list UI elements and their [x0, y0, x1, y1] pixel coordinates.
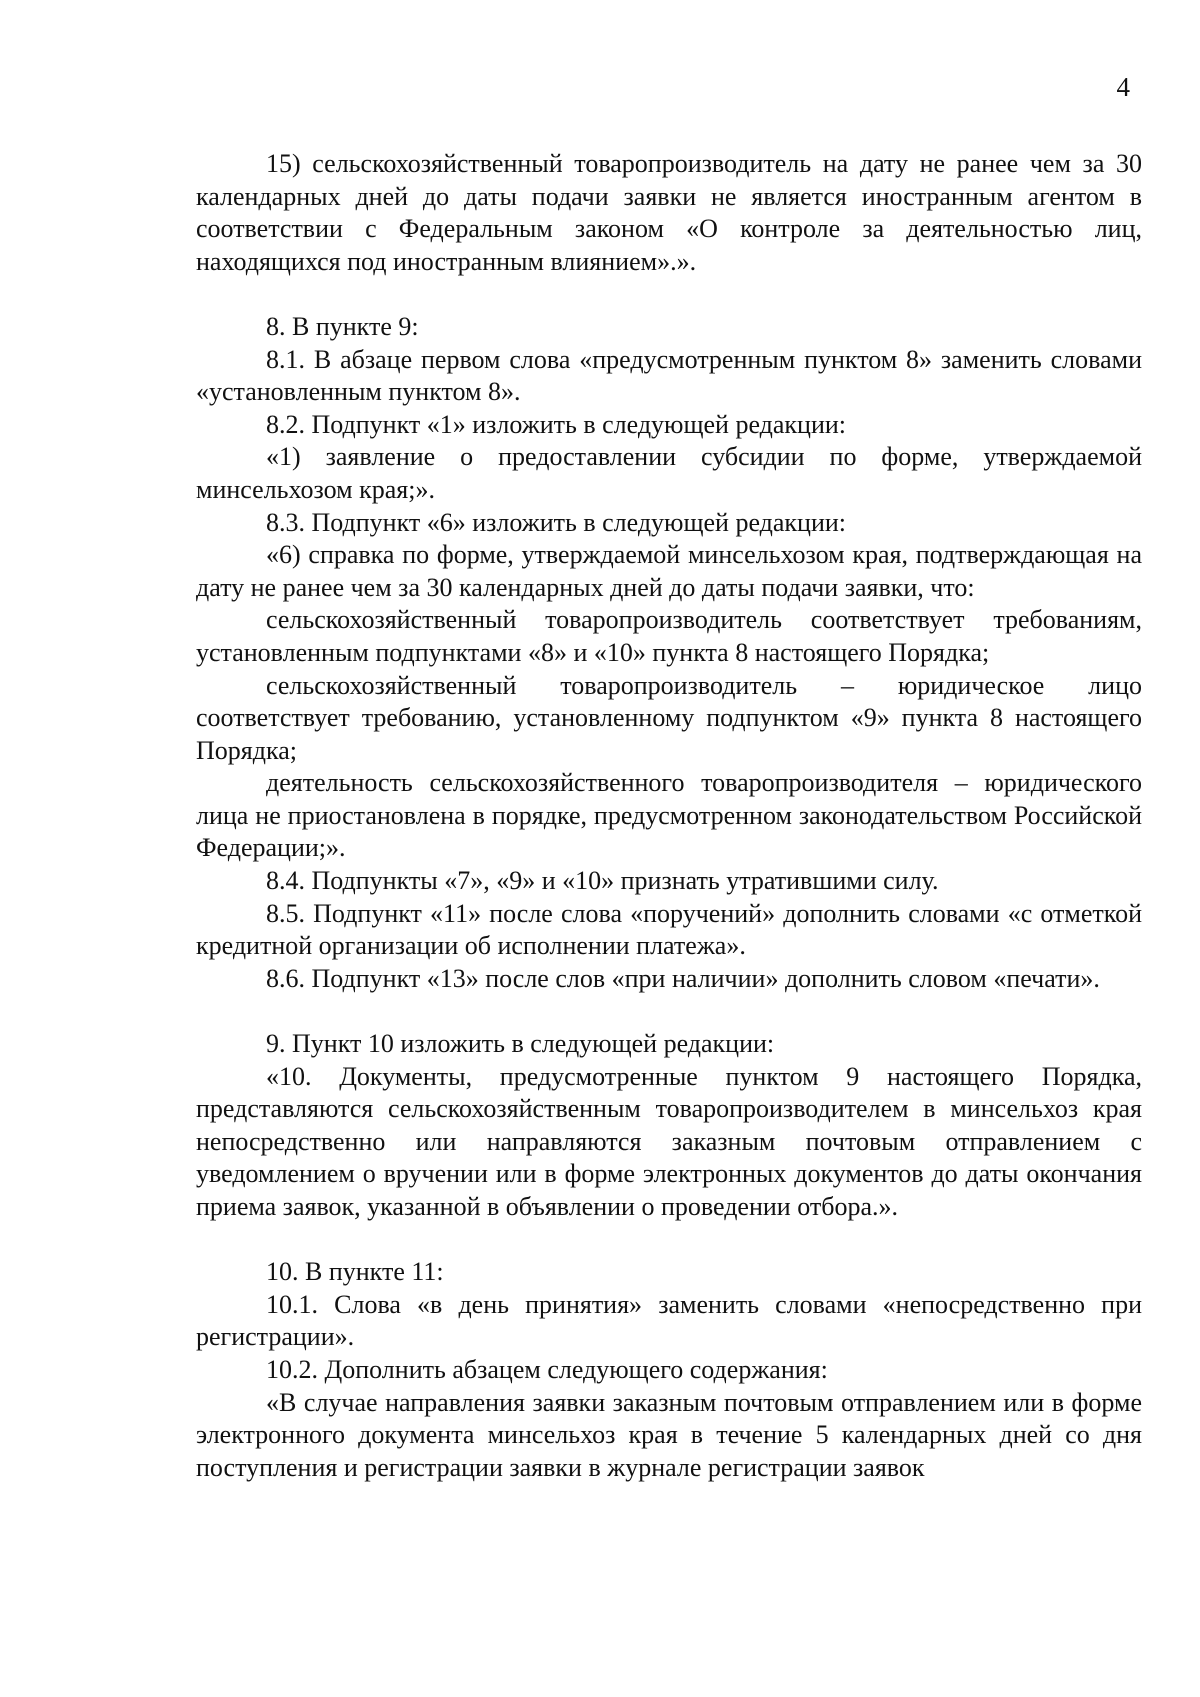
paragraph-8-6: 8.6. Подпункт «13» после слов «при наличии» дополнить словом «печати».: [266, 963, 1100, 993]
paragraph-8-3-item-2: сельскохозяйственный товаропроизводитель – юридическое лицо соответствует требованию, установленному подпунктом «9» пункта 8 настоящего Порядка;: [196, 670, 1142, 765]
paragraph-8-3-item-1: сельскохозяйственный товаропроизводитель соответствует требованиям, установленным подпунктами «8» и «10» пункта 8 настоящего Порядка;: [196, 605, 1142, 667]
paragraph-8-3-item-3: деятельность сельскохозяйственного товаропроизводителя – юридического лица не приостановлена в порядке, предусмотренном законодательством Российской Федерации;».: [196, 768, 1142, 863]
paragraph-8-3: 8.3. Подпункт «6» изложить в следующей редакции:: [266, 507, 847, 537]
paragraph-8-4: 8.4. Подпункты «7», «9» и «10» признать утратившими силу.: [266, 866, 939, 896]
paragraph-9-text: «10. Документы, предусмотренные пунктом 9 настоящего Порядка, представляются сельскохозяйственным товаропроизводителем в минсельхоз края непосредственно или направляются заказным почтовым отправлением с уведомлением о вручении или в форме электронных документов до даты окончания приема заявок, указанной в объявлении о проведении отбора.».: [196, 1061, 1142, 1221]
paragraph-9-heading: 9. Пункт 10 изложить в следующей редакции:: [266, 1029, 775, 1059]
paragraph-8-2-text: «1) заявление о предоставлении субсидии по форме, утверждаемой минсельхозом края;».: [196, 442, 1142, 504]
paragraph-10-2-text: «В случае направления заявки заказным почтовым отправлением или в форме электронного документа минсельхоз края в течение 5 календарных дней со дня поступления и регистрации заявки в журнале регистрации заявок: [196, 1387, 1142, 1482]
paragraph-8-1: 8.1. В абзаце первом слова «предусмотренным пунктом 8» заменить словами «установленным пунктом 8».: [196, 344, 1142, 407]
paragraph-8-heading: 8. В пункте 9:: [266, 311, 419, 341]
paragraph-10-1: 10.1. Слова «в день принятия» заменить словами «непосредственно при регистрации».: [196, 1289, 1142, 1352]
page-number: 4: [1116, 72, 1130, 102]
paragraph-15-foreign-agent: 15) сельскохозяйственный товаропроизводитель на дату не ранее чем за 30 календарных дней до даты подачи заявки не является иностранным агентом в соответствии с Федеральным законом «О контроле за деятельностью лиц, находящихся под иностранным влиянием».».: [196, 149, 1142, 276]
document-body: [196, 148, 1142, 1484]
paragraph-8-5: 8.5. Подпункт «11» после слова «поручений» дополнить словами «с отметкой кредитной организации об исполнении платежа».: [196, 898, 1142, 961]
paragraph-10-heading: 10. В пункте 11:: [266, 1257, 444, 1287]
paragraph-8-2: 8.2. Подпункт «1» изложить в следующей редакции:: [266, 409, 847, 439]
paragraph-10-2: 10.2. Дополнить абзацем следующего содержания:: [266, 1354, 828, 1384]
paragraph-8-3-text: «6) справка по форме, утверждаемой минсельхозом края, подтверждающая на дату не ранее чем за 30 календарных дней до даты подачи заявки, что:: [196, 540, 1142, 602]
